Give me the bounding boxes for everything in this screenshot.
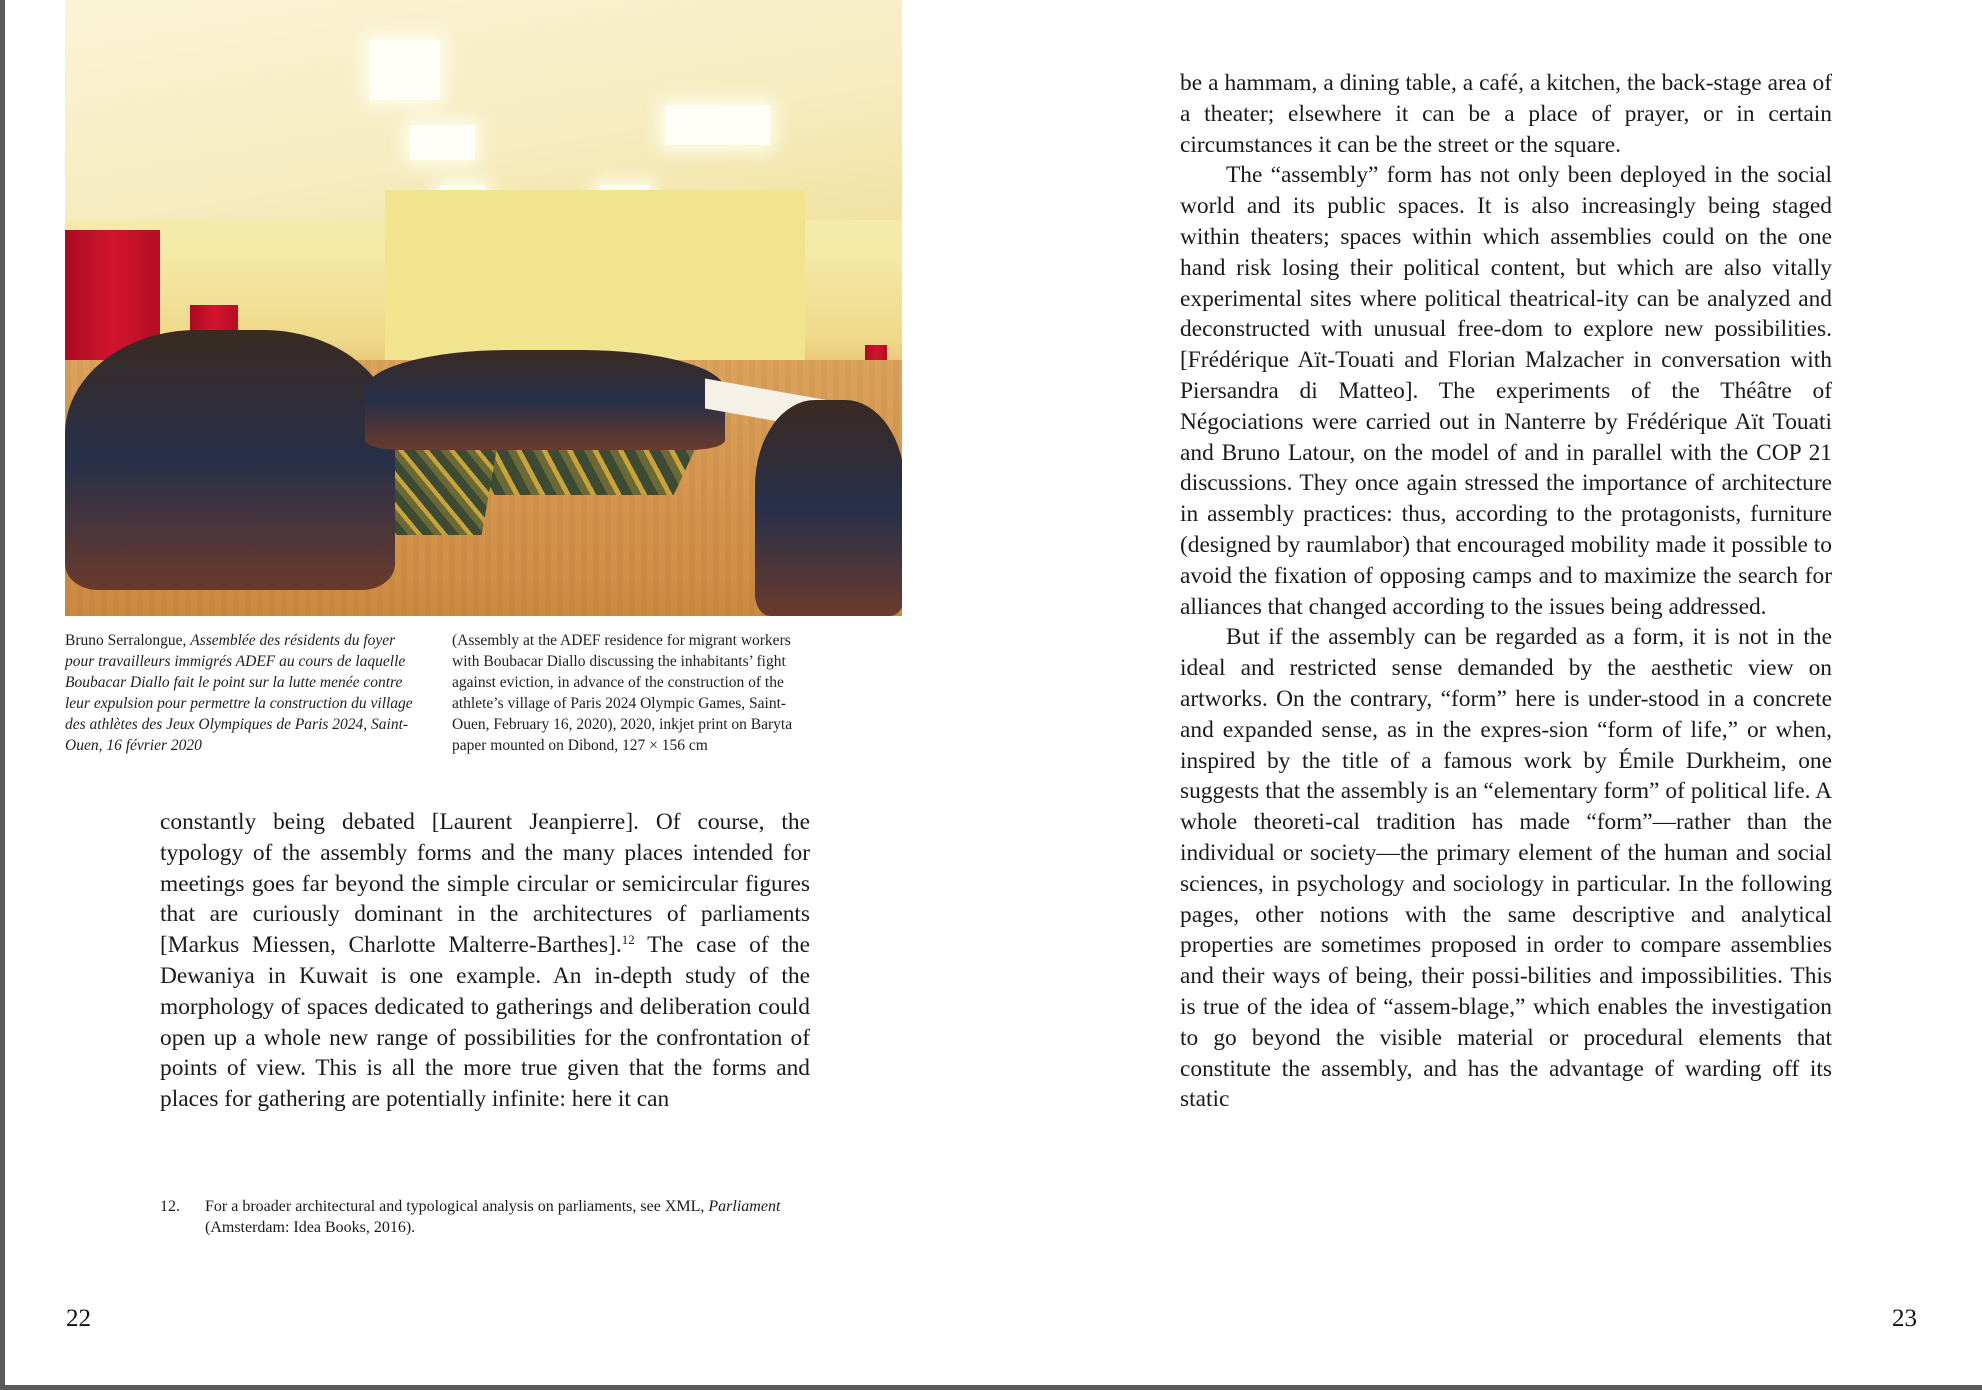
left-page-body-text	[160, 807, 810, 1115]
body-text-segment: The case of the Dewaniya in Kuwait is one example. An in-depth study of the morphology of spaces dedicated to gatherings and deliberation could open up a whole new range of possibilities for the confrontation of points of view. This is all the more true given that the forms and places for gathering are potentially infinite: here it can	[160, 932, 810, 1113]
ceiling-light	[410, 125, 475, 160]
ceiling-light	[665, 105, 770, 145]
footnote-text-segment: For a broader architectural and typological analysis on parliaments, see XML,	[205, 1198, 709, 1215]
footnote-text	[205, 1196, 810, 1238]
body-text-segment: constantly being debated [Laurent Jeanpierre]. Of course, the typology of the assembly forms and the many places intended for meetings goes far beyond the simple circular or semicircular figures that are curiously dominant in the architectures of parliaments [Markus Miessen, Charlotte Malterre-Barthes].	[160, 809, 810, 959]
seated-people-back	[365, 350, 725, 450]
footnote-reference[interactable]: 12	[621, 932, 635, 948]
page-number-left: 22	[66, 1305, 91, 1332]
photo-back-wall	[385, 190, 805, 370]
body-paragraph	[160, 807, 810, 1115]
body-paragraph: be a hammam, a dining table, a café, a kitchen, the back-stage area of a theater; elsewhere it can be a place of prayer, or in certain circumstances it can be the street or the square.	[1180, 70, 1832, 158]
caption-artwork-title: Assemblée des résidents du foyer pour travailleurs immigrés ADEF au cours de laquelle Boubacar Diallo fait le point sur la lutte menée contre leur expulsion pour permettre la construction du village des athlètes des Jeux Olympiques de Paris 2024, Saint-Ouen, 16 février 2020	[65, 632, 413, 754]
seated-people-right	[755, 400, 902, 616]
viewer-left-border	[0, 0, 5, 1390]
ceiling-light	[370, 40, 440, 100]
seated-people-left	[65, 330, 395, 590]
photo-caption-english: (Assembly at the ADEF residence for migrant workers with Boubacar Diallo discussing the inhabitants’ fight against eviction, in advance of the construction of the athlete’s village of Paris 2024 Olympic Games, Saint-Ouen, February 16, 2020), 2020, inkjet print on Baryta paper mounted on Dibond, 127 × 156 cm	[452, 632, 793, 754]
right-page-body-text	[1180, 68, 1832, 1115]
body-paragraph: But if the assembly can be regarded as a form, it is not in the ideal and restricted sense demanded by the aesthetic view on artworks. On the contrary, “form” here is under-stood in a concrete and expanded sense, as in the expres-sion “form of life,” or when, inspired by the title of a famous work by Émile Durkheim, one suggests that the assembly is an “elementary form” of political life. A whole theoreti-cal tradition has made “form”—rather than the individual or society—the primary element of the human and social sciences, in psychology and sociology in particular. In the following pages, other notions with the same descriptive and analytical properties are sometimes proposed in order to compare assemblies and their ways of being, their possi-bilities and impossibilities. This is true of the idea of “assem-blage,” which enables the investigation to go beyond the visible material or procedural elements that constitute the assembly, and has the advantage of warding off its static	[1180, 624, 1832, 1113]
caption-author: Bruno Serralongue,	[65, 632, 187, 649]
viewer-bottom-border	[0, 1385, 1982, 1390]
page-number-right: 23	[1892, 1305, 1917, 1332]
assembly-photograph	[65, 0, 902, 616]
footnote-12	[160, 1196, 810, 1238]
footnote-number: 12.	[160, 1198, 180, 1215]
footnote-text-segment: (Amsterdam: Idea Books, 2016).	[205, 1219, 416, 1236]
photo-caption-french	[65, 630, 425, 756]
body-paragraph: The “assembly” form has not only been deployed in the social world and its public spaces. It is also increasingly being staged within theaters; spaces within which assemblies could on the one hand risk losing their political content, but which are also vitally experimental sites where political theatrical-ity can be analyzed and deconstructed with unusual free-dom to explore new possibilities. [Frédérique Aït-Touati and Florian Malzacher in conversation with Piersandra di Matteo]. The experiments of the Théâtre of Négociations were carried out in Nanterre by Frédérique Aït Touati and Bruno Latour, on the model of and in parallel with the COP 21 discussions. They once again stressed the importance of architecture in assembly practices: thus, according to the protagonists, furniture (designed by raumlabor) that encouraged mobility made it possible to avoid the fixation of opposing camps and to maximize the search for alliances that changed according to the issues being addressed.	[1180, 162, 1832, 620]
footnote-book-title: Parliament	[708, 1198, 781, 1215]
